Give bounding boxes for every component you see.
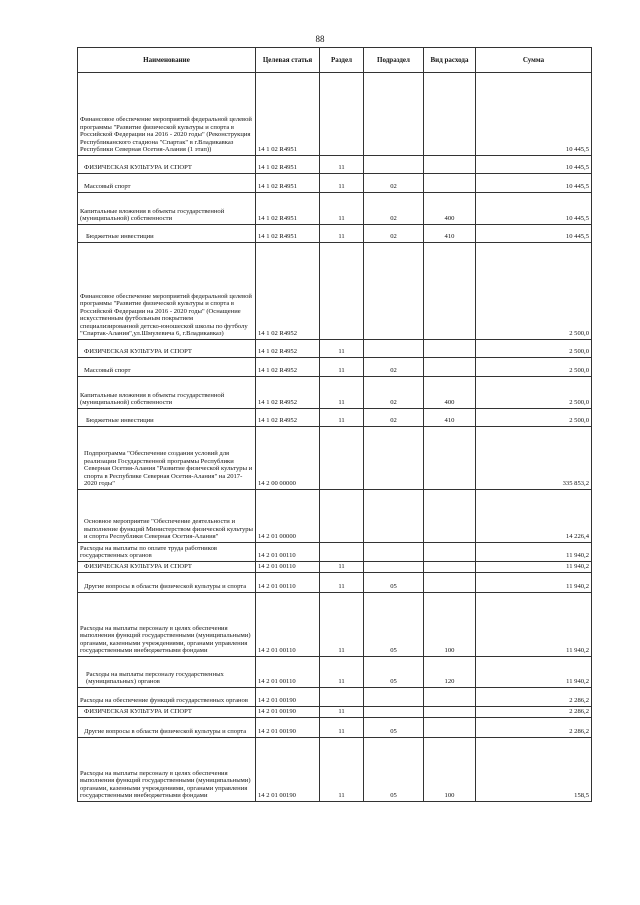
row-subsection: 05 [364, 657, 424, 688]
row-sum: 2 286,2 [476, 718, 592, 738]
row-name: Другие вопросы в области физической культуры и спорта [78, 718, 256, 738]
row-section: 11 [320, 738, 364, 802]
page-number: 88 [315, 34, 325, 44]
row-sum: 10 445,5 [476, 225, 592, 243]
row-section [320, 543, 364, 562]
row-name: Капитальные вложения в объекты государственной (муниципальной) собственности [78, 193, 256, 225]
row-expense-type [424, 562, 476, 573]
row-expense-type [424, 174, 476, 193]
row-name: Расходы на обеспечение функций государственных органов [78, 688, 256, 707]
table-row [78, 409, 592, 427]
row-section: 11 [320, 593, 364, 657]
row-name: Подпрограмма "Обеспечение создания условий для реализации Государственной программы Республики Северная Осетия-Алания "Развитие физической культуры и спорта в Республике Северная Осетия-Алания" на 2017-2020 годы" [78, 427, 256, 490]
row-sum: 11 940,2 [476, 593, 592, 657]
table-row [78, 718, 592, 738]
row-target: 14 1 02 R4951 [256, 225, 320, 243]
row-sum: 158,5 [476, 738, 592, 802]
table-row [78, 73, 592, 156]
row-expense-type [424, 707, 476, 718]
table-header-row [78, 48, 592, 73]
row-section [320, 688, 364, 707]
row-section: 11 [320, 225, 364, 243]
row-subsection: 02 [364, 358, 424, 377]
row-expense-type: 400 [424, 193, 476, 225]
row-subsection [364, 243, 424, 340]
row-target: 14 1 02 R4952 [256, 409, 320, 427]
row-expense-type [424, 358, 476, 377]
row-target: 14 1 02 R4951 [256, 193, 320, 225]
row-sum: 14 226,4 [476, 490, 592, 543]
row-target: 14 1 02 R4951 [256, 73, 320, 156]
row-section: 11 [320, 573, 364, 593]
row-target: 14 2 01 00110 [256, 573, 320, 593]
row-name: Финансовое обеспечение мероприятий федеральной целевой программы "Развитие физической культуры и спорта в Российской Федерации на 2016 - 2020 годы" (Реконструкция Республиканского стадиона "Спартак" в г.Владикавказ Республики Северная Осетия-Алания (1 этап)) [78, 73, 256, 156]
row-subsection: 02 [364, 377, 424, 409]
row-sum: 2 500,0 [476, 377, 592, 409]
row-expense-type [424, 573, 476, 593]
row-expense-type: 100 [424, 593, 476, 657]
row-target: 14 2 00 00000 [256, 427, 320, 490]
row-name: Другие вопросы в области физической культуры и спорта [78, 573, 256, 593]
row-name: ФИЗИЧЕСКАЯ КУЛЬТУРА И СПОРТ [78, 562, 256, 573]
table-row [78, 193, 592, 225]
row-expense-type [424, 340, 476, 358]
header-target: Целевая статья [256, 48, 320, 73]
row-expense-type [424, 490, 476, 543]
row-expense-type [424, 427, 476, 490]
table-row [78, 340, 592, 358]
row-section: 11 [320, 409, 364, 427]
row-section: 11 [320, 174, 364, 193]
row-target: 14 2 01 00110 [256, 543, 320, 562]
header-expense-type: Вид расхода [424, 48, 476, 73]
table-row [78, 377, 592, 409]
row-section: 11 [320, 193, 364, 225]
row-section: 11 [320, 707, 364, 718]
row-name: Массовый спорт [78, 358, 256, 377]
row-name: ФИЗИЧЕСКАЯ КУЛЬТУРА И СПОРТ [78, 707, 256, 718]
row-subsection: 05 [364, 593, 424, 657]
table-row [78, 543, 592, 562]
row-subsection [364, 490, 424, 543]
row-target: 14 1 02 R4952 [256, 358, 320, 377]
row-sum: 10 445,5 [476, 73, 592, 156]
row-section: 11 [320, 718, 364, 738]
row-name: ФИЗИЧЕСКАЯ КУЛЬТУРА И СПОРТ [78, 156, 256, 174]
header-section: Раздел [320, 48, 364, 73]
table-row [78, 562, 592, 573]
row-sum: 11 940,2 [476, 657, 592, 688]
row-name: Расходы на выплаты персоналу в целях обеспечения выполнения функций государственными (муниципальными) органами, казенными учреждениями, органами управления государственными внебюджетными фондами [78, 593, 256, 657]
row-expense-type [424, 243, 476, 340]
row-target: 14 1 02 R4951 [256, 156, 320, 174]
row-sum: 10 445,5 [476, 193, 592, 225]
row-expense-type [424, 156, 476, 174]
table-row [78, 156, 592, 174]
table-row [78, 358, 592, 377]
row-target: 14 2 01 00110 [256, 562, 320, 573]
row-name: Основное мероприятие "Обеспечение деятельности и выполнение функций Министерством физической культуры и спорта Республики Северная Осетия-Алания" [78, 490, 256, 543]
row-target: 14 2 01 00190 [256, 738, 320, 802]
row-subsection [364, 562, 424, 573]
table-row [78, 573, 592, 593]
row-subsection [364, 73, 424, 156]
row-sum: 2 286,2 [476, 707, 592, 718]
row-subsection [364, 340, 424, 358]
header-name: Наименование [78, 48, 256, 73]
row-sum: 2 500,0 [476, 340, 592, 358]
table-row [78, 688, 592, 707]
row-name: Расходы на выплаты персоналу государственных (муниципальных) органов [78, 657, 256, 688]
budget-table [77, 47, 592, 802]
row-subsection: 02 [364, 409, 424, 427]
row-sum: 11 940,2 [476, 543, 592, 562]
row-section [320, 490, 364, 543]
row-target: 14 1 02 R4952 [256, 377, 320, 409]
row-target: 14 1 02 R4952 [256, 340, 320, 358]
row-name: Бюджетные инвестиции [78, 225, 256, 243]
row-subsection: 05 [364, 718, 424, 738]
row-expense-type: 100 [424, 738, 476, 802]
table-row [78, 707, 592, 718]
row-section [320, 427, 364, 490]
row-name: Массовый спорт [78, 174, 256, 193]
row-section: 11 [320, 156, 364, 174]
row-sum: 10 445,5 [476, 156, 592, 174]
row-section: 11 [320, 562, 364, 573]
row-section: 11 [320, 657, 364, 688]
row-sum: 11 940,2 [476, 562, 592, 573]
table-row [78, 593, 592, 657]
row-name: Финансовое обеспечение мероприятий федеральной целевой программы "Развитие физической культуры и спорта в Российской Федерации на 2016 - 2020 годы" (Оснащение искусственным футбольным покрытием специализированной детско-юношеской школы по футболу "Спартак-Алания",ул.Шмулевича 6, г.Владикавказ) [78, 243, 256, 340]
table-row [78, 490, 592, 543]
row-target: 14 2 01 00190 [256, 718, 320, 738]
row-subsection: 05 [364, 738, 424, 802]
table-body [78, 73, 592, 802]
row-section: 11 [320, 340, 364, 358]
table-row [78, 738, 592, 802]
table-row [78, 174, 592, 193]
row-name: Капитальные вложения в объекты государственной (муниципальной) собственности [78, 377, 256, 409]
row-sum: 2 500,0 [476, 243, 592, 340]
row-name: Расходы на выплаты персоналу в целях обеспечения выполнения функций государственными (муниципальными) органами, казенными учреждениями, органами управления государственными внебюджетными фондами [78, 738, 256, 802]
row-expense-type: 410 [424, 225, 476, 243]
row-subsection [364, 427, 424, 490]
row-sum: 335 853,2 [476, 427, 592, 490]
row-expense-type: 410 [424, 409, 476, 427]
row-target: 14 1 02 R4951 [256, 174, 320, 193]
row-name: ФИЗИЧЕСКАЯ КУЛЬТУРА И СПОРТ [78, 340, 256, 358]
row-expense-type: 400 [424, 377, 476, 409]
row-expense-type [424, 688, 476, 707]
row-target: 14 2 01 00000 [256, 490, 320, 543]
table-row [78, 225, 592, 243]
header-sum: Сумма [476, 48, 592, 73]
row-subsection [364, 543, 424, 562]
row-subsection: 05 [364, 573, 424, 593]
row-subsection [364, 156, 424, 174]
row-section: 11 [320, 358, 364, 377]
row-sum: 2 500,0 [476, 358, 592, 377]
table-row [78, 657, 592, 688]
row-section [320, 73, 364, 156]
row-target: 14 2 01 00190 [256, 688, 320, 707]
row-name: Бюджетные инвестиции [78, 409, 256, 427]
row-sum: 11 940,2 [476, 573, 592, 593]
row-expense-type [424, 543, 476, 562]
row-target: 14 2 01 00110 [256, 593, 320, 657]
row-sum: 2 286,2 [476, 688, 592, 707]
row-subsection: 02 [364, 225, 424, 243]
table-row [78, 243, 592, 340]
table-row [78, 427, 592, 490]
row-expense-type [424, 718, 476, 738]
row-target: 14 1 02 R4952 [256, 243, 320, 340]
row-section [320, 243, 364, 340]
row-expense-type: 120 [424, 657, 476, 688]
header-subsection: Подраздел [364, 48, 424, 73]
row-sum: 2 500,0 [476, 409, 592, 427]
row-sum: 10 445,5 [476, 174, 592, 193]
row-name: Расходы на выплаты по оплате труда работников государственных органов [78, 543, 256, 562]
row-subsection [364, 707, 424, 718]
row-target: 14 2 01 00190 [256, 707, 320, 718]
row-subsection: 02 [364, 174, 424, 193]
row-subsection: 02 [364, 193, 424, 225]
row-section: 11 [320, 377, 364, 409]
row-expense-type [424, 73, 476, 156]
row-target: 14 2 01 00110 [256, 657, 320, 688]
row-subsection [364, 688, 424, 707]
